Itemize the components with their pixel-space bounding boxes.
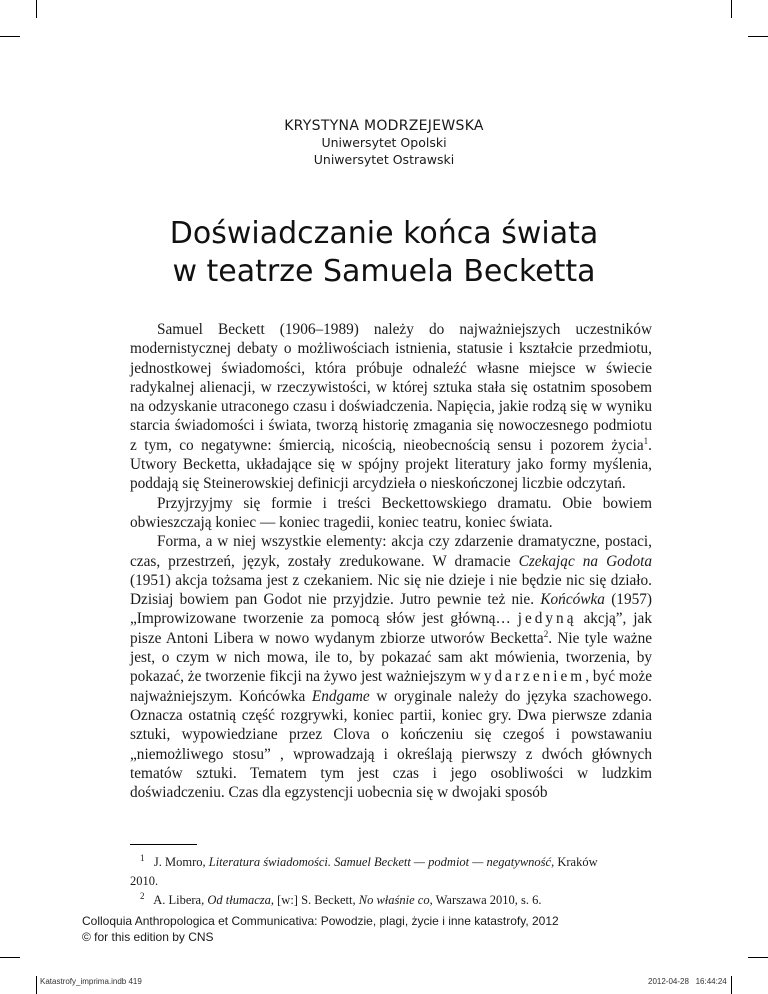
footnote-1-continued: 2010. [130, 874, 159, 888]
author-name: KRYSTYNA MODRZEJEWSKA [284, 118, 484, 134]
text: . Nie tyle ważne jest, o czym w nich mowa, ile to, by pokazać sam akt mówienia, tworzenia, by pokazać, że tworzenie fikcji na żywo jest ważniejszym [130, 629, 653, 686]
title-line-1: Doświadczanie końca świata [169, 216, 599, 251]
spaced-word: jedyną [517, 610, 577, 628]
text: J. Momro, [153, 855, 209, 869]
crop-mark [0, 957, 20, 958]
article-title [0, 215, 768, 291]
title-line-2: w teatrze Samuela Becketta [172, 254, 596, 289]
text: Samuel Beckett (1906–1989) należy do najważniejszych uczestników modernistycznej debaty o możliwościach istnienia, statusie i kształcie przedmiotu, jednostkowej świadomości, która próbuje odnaleźć własne miejsce w świecie radykalnej alienacji, w rzeczywistości, w której sztuka stała się ostatnim sposobem na odzyskanie utraconego czasu i doświadczenia. Napięcia, jakie rodzą się w wyniku starcia świadomości i świata, tworzą historię zmagania się nowoczesnego podmiotu z tym, co negatywne: śmiercią, nicością, nieobecnością sensu i pozorem życia [130, 321, 652, 454]
colophon-line-2: © for this edition by CNS [82, 930, 214, 944]
crop-mark [731, 0, 732, 18]
text: A. Libera, [153, 893, 208, 907]
crop-mark [0, 36, 20, 37]
crop-mark [748, 957, 768, 958]
footnote-number: 2 [140, 890, 145, 901]
article-body [130, 320, 652, 802]
text: akcją”, jak pisze Antoni Libera w nowo wydanym zbiorze utworów Becketta [130, 610, 652, 647]
slug-file: Katastrofy_imprima.indb 419 [40, 977, 142, 986]
spaced-word: wydarzeniem [469, 668, 586, 686]
paragraph-2: Przyjrzyjmy się formie i treści Beckettowskiego dramatu. Obie bowiem obwieszczają koniec — koniec tragedii, koniec teatru, koniec świata. [130, 494, 652, 531]
italic-title: Końcówka [540, 591, 605, 609]
footnotes [130, 853, 652, 910]
text: , Kraków [551, 855, 598, 869]
text: , Warszawa 2010, s. 6. [429, 893, 542, 907]
paragraph-3 [130, 532, 652, 802]
crop-mark [36, 976, 37, 994]
text: , [w:] S. Beckett, [270, 893, 359, 907]
italic-title: Endgame [311, 687, 370, 705]
footnote-rule [130, 844, 197, 845]
affiliation-2: Uniwersytet Ostrawski [313, 152, 455, 167]
slug-date: 2012-04-28 16:44:24 [648, 977, 727, 986]
affiliation-1: Uniwersytet Opolski [321, 135, 447, 150]
text: (1957) „Improwizowane tworzenie za pomocą słów jest główną… [130, 591, 652, 628]
italic-title: No właśnie co [358, 893, 430, 907]
text: w oryginale należy do języka szachowego. Oznacza ostatnią część rozgrywki, koniec partii, koniec gry. Dwa pierwsze zdania sztuki, wypowiedziane przez Clova o kończeniu się czegoś i powstawaniu „niemożliwego stosu” , wprowadzają i określają pierwszy z dwóch głównych tematów sztuki. Tematem tym jest czas i jego osobliwości w ludzkim doświadczeniu. Czas dla egzystencji uobecnia się w dwojaki sposób [130, 687, 653, 802]
crop-mark [748, 36, 768, 37]
colophon [82, 913, 559, 945]
footnote-number: 1 [140, 852, 145, 863]
text: (1951) akcja tożsama jest z czekaniem. Nic się nie dzieje i nie będzie nic się działo. Dzisiaj bowiem pan Godot nie przyjdzie. Jutro pewnie też nie. [130, 571, 652, 609]
crop-mark [731, 976, 732, 994]
footnote-ref-1[interactable]: 1 [643, 435, 649, 446]
footnote-2 [130, 891, 652, 910]
footnote-ref-2[interactable]: 2 [543, 628, 549, 639]
article-header [0, 118, 768, 168]
crop-mark [36, 0, 37, 18]
italic-title: Czekając na Godota [518, 552, 652, 570]
text: , być może najważniejszym. Końcówka [130, 668, 652, 705]
text: Forma, a w niej wszystkie elementy: akcja czy zdarzenie dramatyczne, postaci, czas, przestrzeń, język, zostały zredukowane. W dramacie [130, 533, 652, 570]
footnote-1 [130, 853, 652, 872]
italic-title: Od tłumacza [207, 893, 271, 907]
colophon-line-1: Colloquia Anthropologica et Communicativa: Powodzie, plagi, życie i inne katastrofy, 2012 [82, 914, 559, 928]
italic-title: Literatura świadomości. Samuel Beckett — podmiot — negatywność [208, 855, 552, 869]
paragraph-1 [130, 320, 652, 494]
text: . Utwory Becketta, układające się w spójny projekt literatury jako formy myślenia, poddają się Steinerowskiej definicji arcydzieła o nieskończonej liczbie odczytań. [130, 436, 652, 493]
